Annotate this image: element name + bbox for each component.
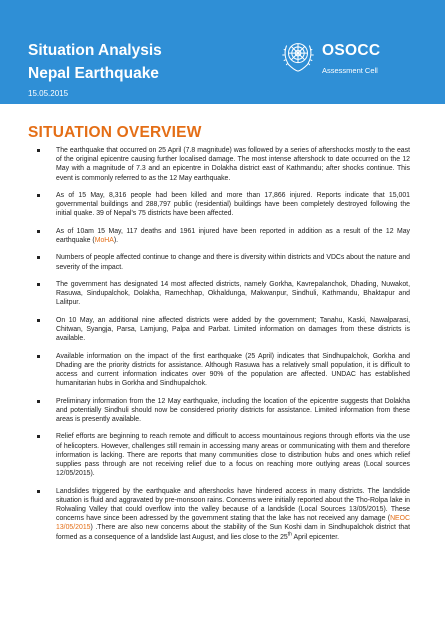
un-emblem-icon [279, 36, 317, 74]
header-banner [0, 0, 445, 104]
org-subtitle: Assessment Cell [322, 66, 378, 75]
list-item: Relief efforts are beginning to reach remote and difficult to access mountainous regions through efforts via the use of helicopters. However, challenges still remain in accessing many areas or communicating with them and therefore information is lacking. There are reports that many communities close to distribution hubs and ones which relief supplies pass through are not receiving relief due to a focus on reaching more outlying areas (Local sources 12/05/2015). [36, 432, 410, 478]
list-item: As of 15 May, 8,316 people had been killed and more than 17,866 injured. Reports indicate that 15,001 governmental buildings and 288,797 public (residential) buildings have been completely destroyed following the initial quake. 39 of Nepal's 75 districts have been affected. [36, 191, 410, 219]
list-item: The earthquake that occurred on 25 April (7.8 magnitude) was followed by a series of aftershocks mostly to the east of the original epicentre causing further localised damage. The most intense aftershock to date occurred on the 12 May with a magnitude of 7.3 and an epicentre in Dolakha district east of Kathmandu; after shocks continue. This event is commonly referred to as the 12 May earthquake. [36, 146, 410, 183]
list-item: As of 10am 15 May, 117 deaths and 1961 injured have been reported in addition as a result of the 12 May earthquake (MoHA). [36, 227, 410, 245]
org-name: OSOCC [322, 42, 381, 59]
moha-link[interactable]: MoHA [94, 237, 114, 244]
bullet-list [36, 146, 410, 550]
list-item: Available information on the impact of the first earthquake (25 April) indicates that Sindhupalchok, Gorkha and Dhading are the priority districts for assistance. Although Rasuwa has a relatively small population, it is difficult to access and current information indicates over 90% of the population are affected. UNDAC has established humanitarian hubs in Gorkha and Sindhupalchok. [36, 352, 410, 389]
list-item: Landslides triggered by the earthquake and aftershocks have hindered access in many districts. The landslide situation is fluid and aggravated by pre-monsoon rains. Concerns were initially reported about the Tho-Rolpa lake in Rolwaling Valley that could overflow into the valley because of a landslide (Local Sources 13/05/2015). These concerns have since been adressed by the government stating that the lake has not received any damage (NEOC 13/05/2015) .There are also new concerns about the stability of the Sun Koshi dam in Sindhupalchok district that formed as a consequence of a landslide last August, and lies close to the 25th April epicenter. [36, 487, 410, 542]
neoc-link[interactable]: NEOC 13/05/2015 [56, 515, 410, 532]
list-item: On 10 May, an additional nine affected districts were added by the government; Tanahu, Kaski, Nawalparasi, Chitwan, Syangja, Parsa, Lamjung, Palpa and Parbat. Limited information on damages from these districts is available. [36, 316, 410, 344]
report-date: 15.05.2015 [28, 89, 69, 98]
list-item: The government has designated 14 most affected districts, namely Gorkha, Kavrepalanchok, Dhading, Nuwakot, Rasuwa, Sindupalchok, Dolakha, Ramechhap, Okhaldunga, Makwanpur, Sindhuli, Kathmandu, Bhaktapur and Lalitpur. [36, 280, 410, 308]
list-item: Preliminary information from the 12 May earthquake, including the location of the epicentre suggests that Dolakha and potentially Sindhuli should now be considered priority districts for assistance. Limited information from these areas is presently available. [36, 397, 410, 425]
list-item: Numbers of people affected continue to change and there is diversity within districts and VDCs about the nature and severity of the impact. [36, 253, 410, 271]
report-title: Situation Analysis [28, 42, 162, 59]
report-subtitle: Nepal Earthquake [28, 65, 159, 82]
section-title: SITUATION OVERVIEW [28, 124, 202, 141]
